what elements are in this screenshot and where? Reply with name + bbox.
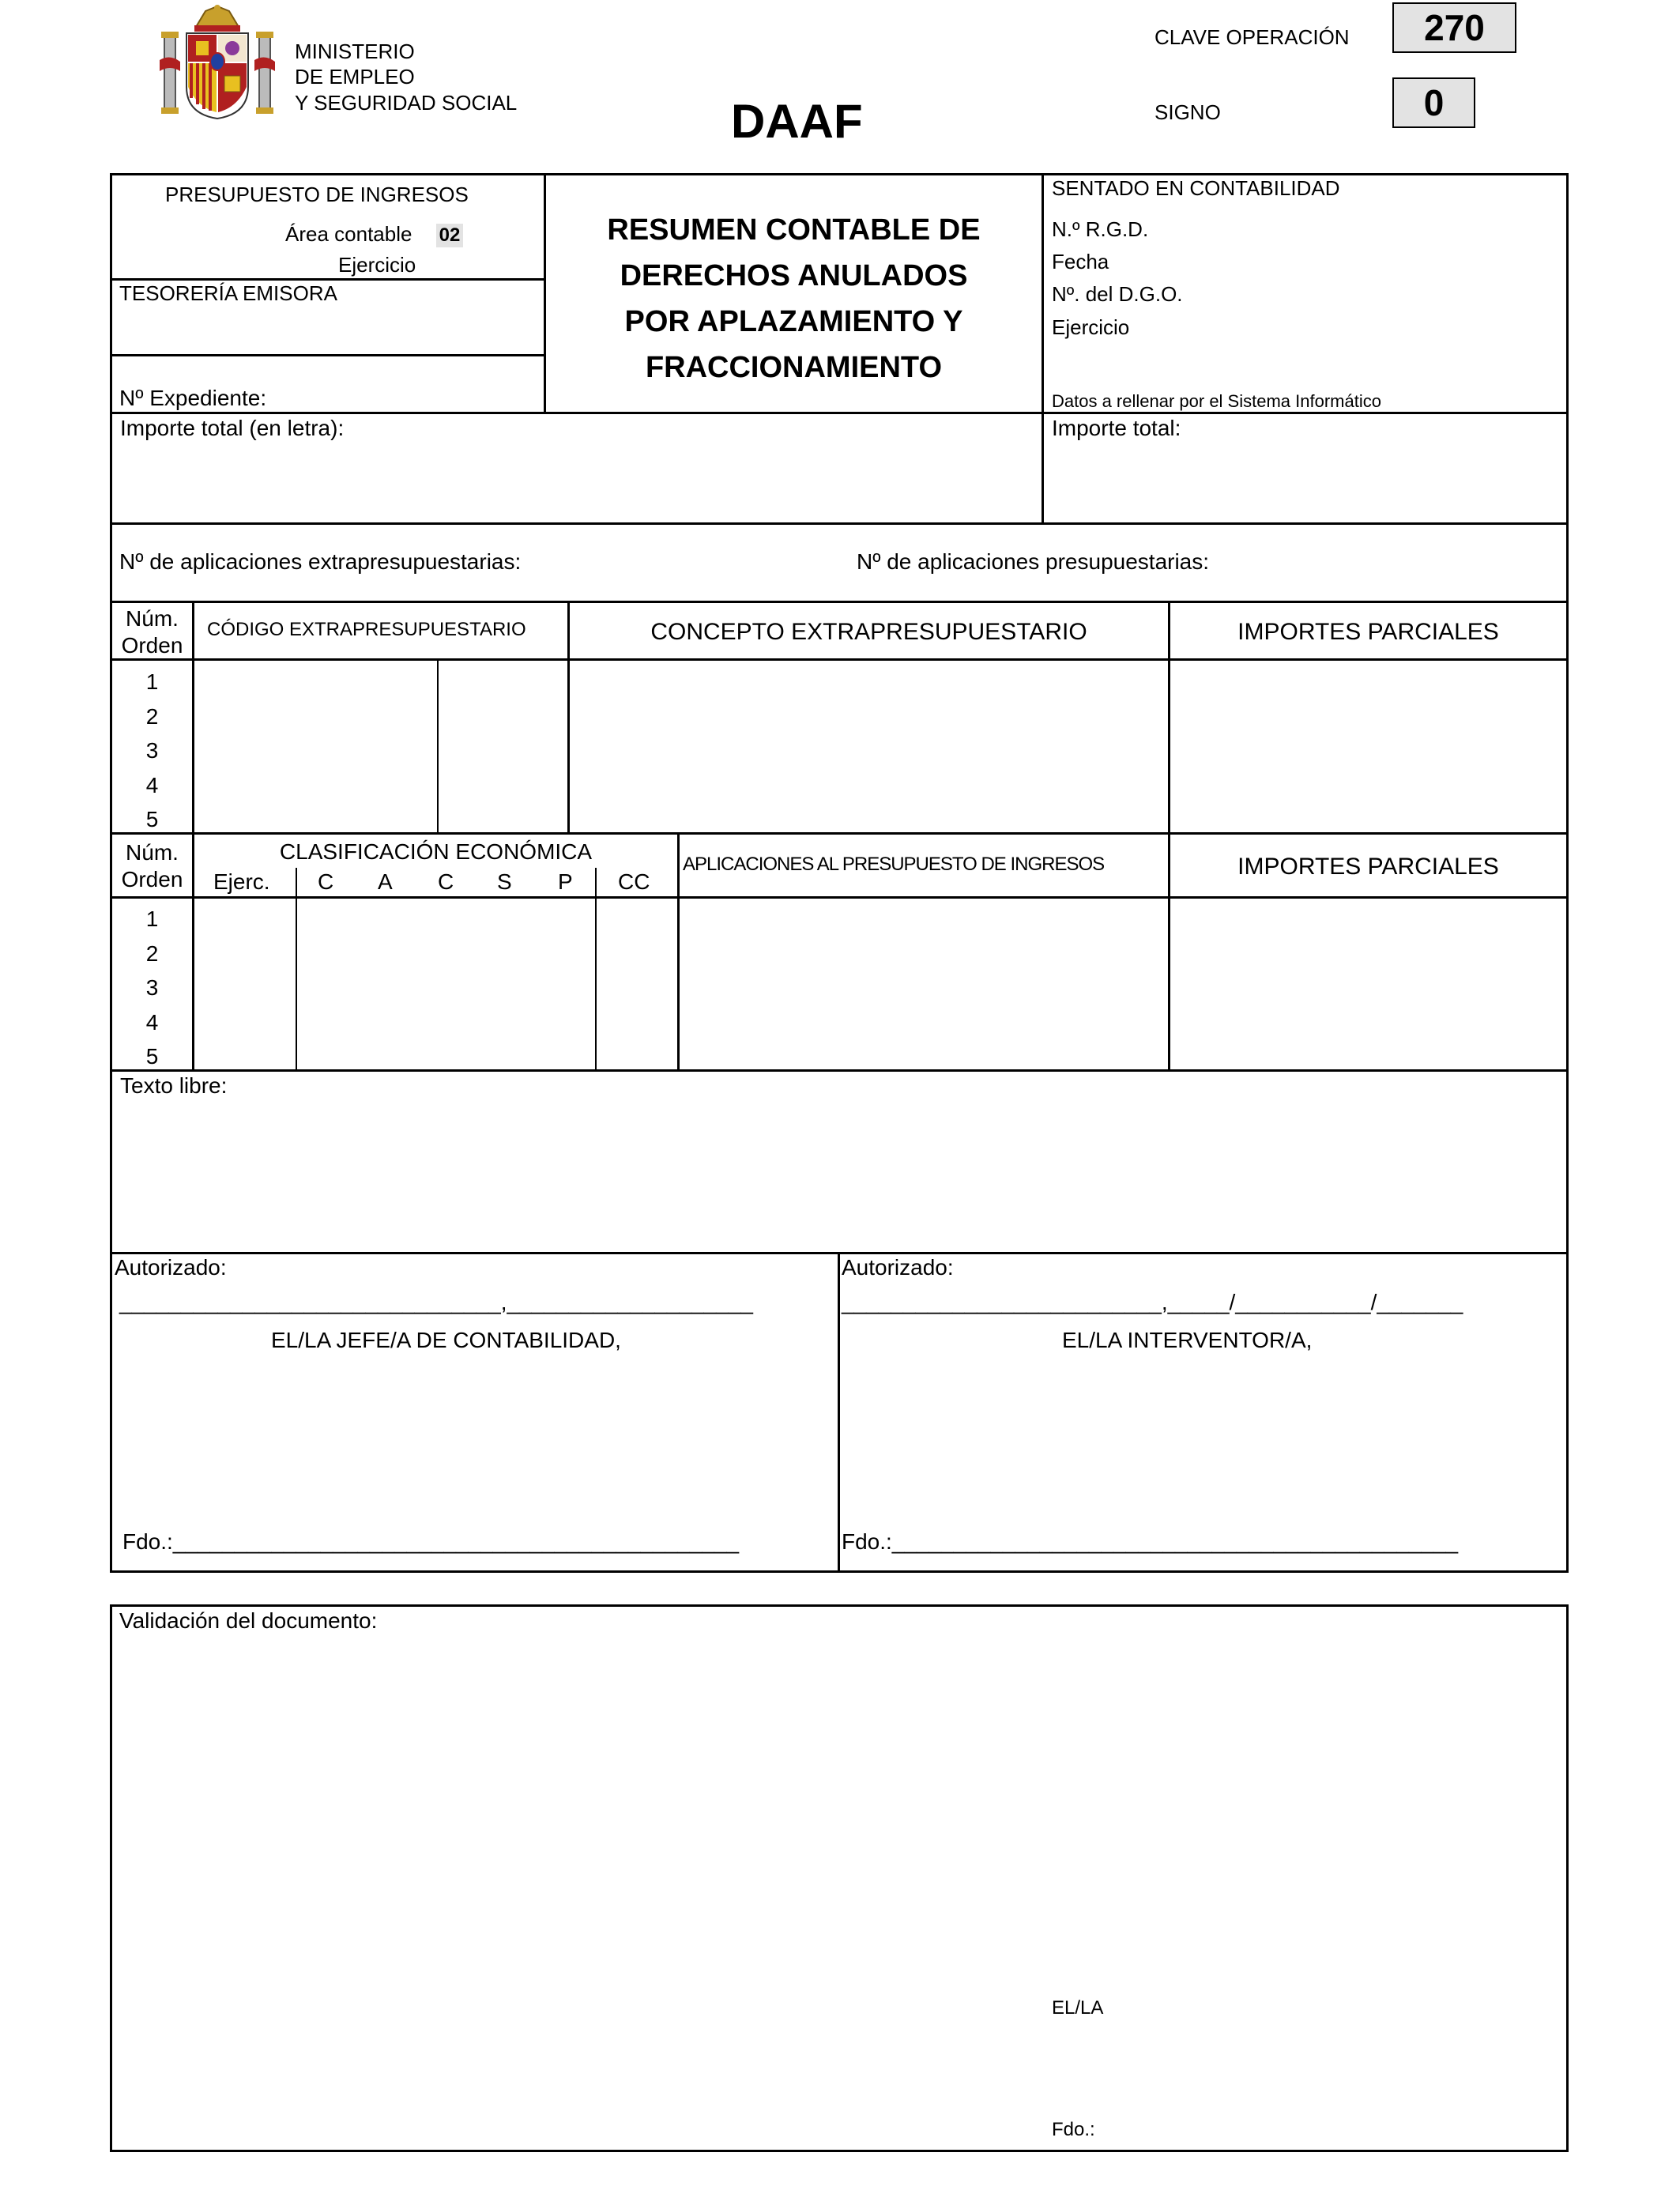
left-fdo-line[interactable]: Fdo.:______________________________________________ [122, 1529, 740, 1554]
area-contable-value: 02 [436, 224, 463, 247]
importe-total-label: Importe total: [1052, 416, 1181, 440]
area-contable-label: Área contable [285, 222, 412, 246]
importe-letra-label: Importe total (en letra): [120, 416, 345, 440]
aplicaciones-presupuesto-header: APLICACIONES AL PRESUPUESTO DE INGRESOS [683, 854, 1105, 875]
form-title-line-3: POR APLAZAMIENTO Y [624, 305, 963, 338]
signo-label: SIGNO [1155, 100, 1221, 124]
ejercicio-label-right: Ejercicio [1052, 315, 1130, 339]
divider [110, 278, 545, 281]
fecha-label: Fecha [1052, 250, 1109, 273]
divider [838, 1252, 840, 1573]
num-line: Núm. [126, 840, 179, 865]
expediente-label: Nº Expediente: [119, 386, 267, 410]
divider [595, 868, 597, 1071]
sistema-note: Datos a rellenar por el Sistema Informático [1052, 391, 1381, 411]
clas-p-header: P [558, 869, 573, 894]
validacion-fdo: Fdo.: [1052, 2119, 1095, 2140]
codigo-extra-field[interactable] [194, 661, 436, 832]
aplicaciones-extra-label: Nº de aplicaciones extrapresupuestarias: [119, 549, 522, 574]
extra-row-numbers [112, 665, 192, 837]
tesoreria-label: TESORERÍA EMISORA [119, 281, 337, 305]
dgo-label: Nº. del D.G.O. [1052, 282, 1183, 306]
table-row: 2 [145, 703, 159, 729]
num-line: Núm. [126, 606, 179, 631]
divider [110, 832, 1569, 835]
concepto-extra-header: CONCEPTO EXTRAPRESUPUESTARIO [650, 619, 1087, 645]
clas-cc-header: CC [618, 869, 650, 894]
ejercicio-label: Ejercicio [338, 253, 416, 277]
importes-parciales-header-1: IMPORTES PARCIALES [1237, 619, 1499, 645]
codigo-extra-header: CÓDIGO EXTRAPRESUPUESTARIO [207, 619, 526, 640]
form-title [546, 207, 1042, 390]
cc-field[interactable] [597, 899, 676, 1069]
clas-a-header: A [378, 869, 393, 894]
form-title-line-1: RESUMEN CONTABLE DE [607, 213, 981, 247]
expediente-field[interactable] [119, 387, 530, 411]
divider [110, 522, 1569, 525]
clas-c2-header: C [438, 869, 454, 894]
table-row: 3 [145, 975, 159, 1000]
orden-line: Orden [121, 633, 183, 658]
rgd-label: N.º R.G.D. [1052, 217, 1149, 241]
clave-operacion-value: 270 [1392, 2, 1516, 53]
right-autorizado-label: Autorizado: [842, 1255, 954, 1280]
aplicaciones-presupuesto-field[interactable] [680, 899, 1167, 1069]
table-row: 5 [145, 807, 159, 831]
left-signature-line[interactable]: _______________________________,____________________ [119, 1290, 753, 1314]
clave-operacion-label: CLAVE OPERACIÓN [1155, 25, 1350, 49]
importes-parciales-header-2: IMPORTES PARCIALES [1237, 854, 1499, 880]
ministry-line-1: MINISTERIO [295, 40, 415, 63]
importes-extra-field[interactable] [1170, 661, 1566, 832]
orden-line: Orden [121, 867, 183, 892]
validacion-label: Validación del documento: [119, 1608, 378, 1633]
left-autorizado-label: Autorizado: [115, 1255, 227, 1280]
table-row: 1 [145, 669, 159, 694]
texto-libre-label: Texto libre: [120, 1073, 228, 1098]
table-row: 4 [145, 772, 159, 797]
table-row: 3 [145, 738, 159, 763]
table-row: 4 [145, 1009, 159, 1035]
divider [437, 660, 439, 835]
codigo-extra-sub-field[interactable] [439, 661, 567, 832]
divider [296, 868, 297, 1071]
ministry-line-3: Y SEGURIDAD SOCIAL [295, 91, 518, 115]
ministry-line-2: DE EMPLEO [295, 65, 415, 89]
signo-value: 0 [1392, 77, 1475, 128]
right-signature-line[interactable]: __________________________,_____/___________/_______ [842, 1290, 1463, 1314]
importes-presu-field[interactable] [1170, 899, 1566, 1069]
presupuesto-label: PRESUPUESTO DE INGRESOS [165, 183, 469, 206]
ejerc-field[interactable] [194, 899, 295, 1069]
validacion-ella: EL/LA [1052, 1997, 1104, 2019]
form-title-line-4: FRACCIONAMIENTO [645, 351, 943, 384]
coat-of-arms-logo [158, 5, 277, 122]
divider [110, 601, 1569, 603]
presu-row-numbers [112, 902, 192, 1074]
clasificacion-header: CLASIFICACIÓN ECONÓMICA [279, 839, 593, 864]
right-fdo-line[interactable]: Fdo.:______________________________________________ [842, 1529, 1459, 1554]
divider [110, 354, 545, 356]
sentado-label: SENTADO EN CONTABILIDAD [1052, 176, 1340, 200]
document-code: DAAF [731, 95, 863, 148]
validacion-box[interactable] [110, 1604, 1569, 2152]
num-orden-header-2 [112, 839, 192, 893]
texto-libre-field[interactable] [112, 1072, 1566, 1252]
table-row: 5 [145, 1044, 159, 1069]
left-role-label: EL/LA JEFE/A DE CONTABILIDAD, [271, 1328, 621, 1352]
form-title-line-2: DERECHOS ANULADOS [620, 259, 968, 292]
num-orden-header-1 [112, 605, 192, 659]
importe-total-field[interactable] [1044, 414, 1566, 522]
clas-c1-header: C [318, 869, 334, 894]
right-role-label: EL/LA INTERVENTOR/A, [1062, 1328, 1313, 1352]
aplicaciones-presu-label: Nº de aplicaciones presupuestarias: [857, 549, 1210, 574]
importe-letra-field[interactable] [112, 414, 1040, 522]
table-row: 2 [145, 941, 159, 966]
clas-s-header: S [497, 869, 512, 894]
concepto-extra-field[interactable] [570, 661, 1167, 832]
ejerc-header: Ejerc. [213, 869, 270, 894]
clasificacion-field[interactable] [298, 899, 594, 1069]
table-row: 1 [145, 907, 159, 931]
